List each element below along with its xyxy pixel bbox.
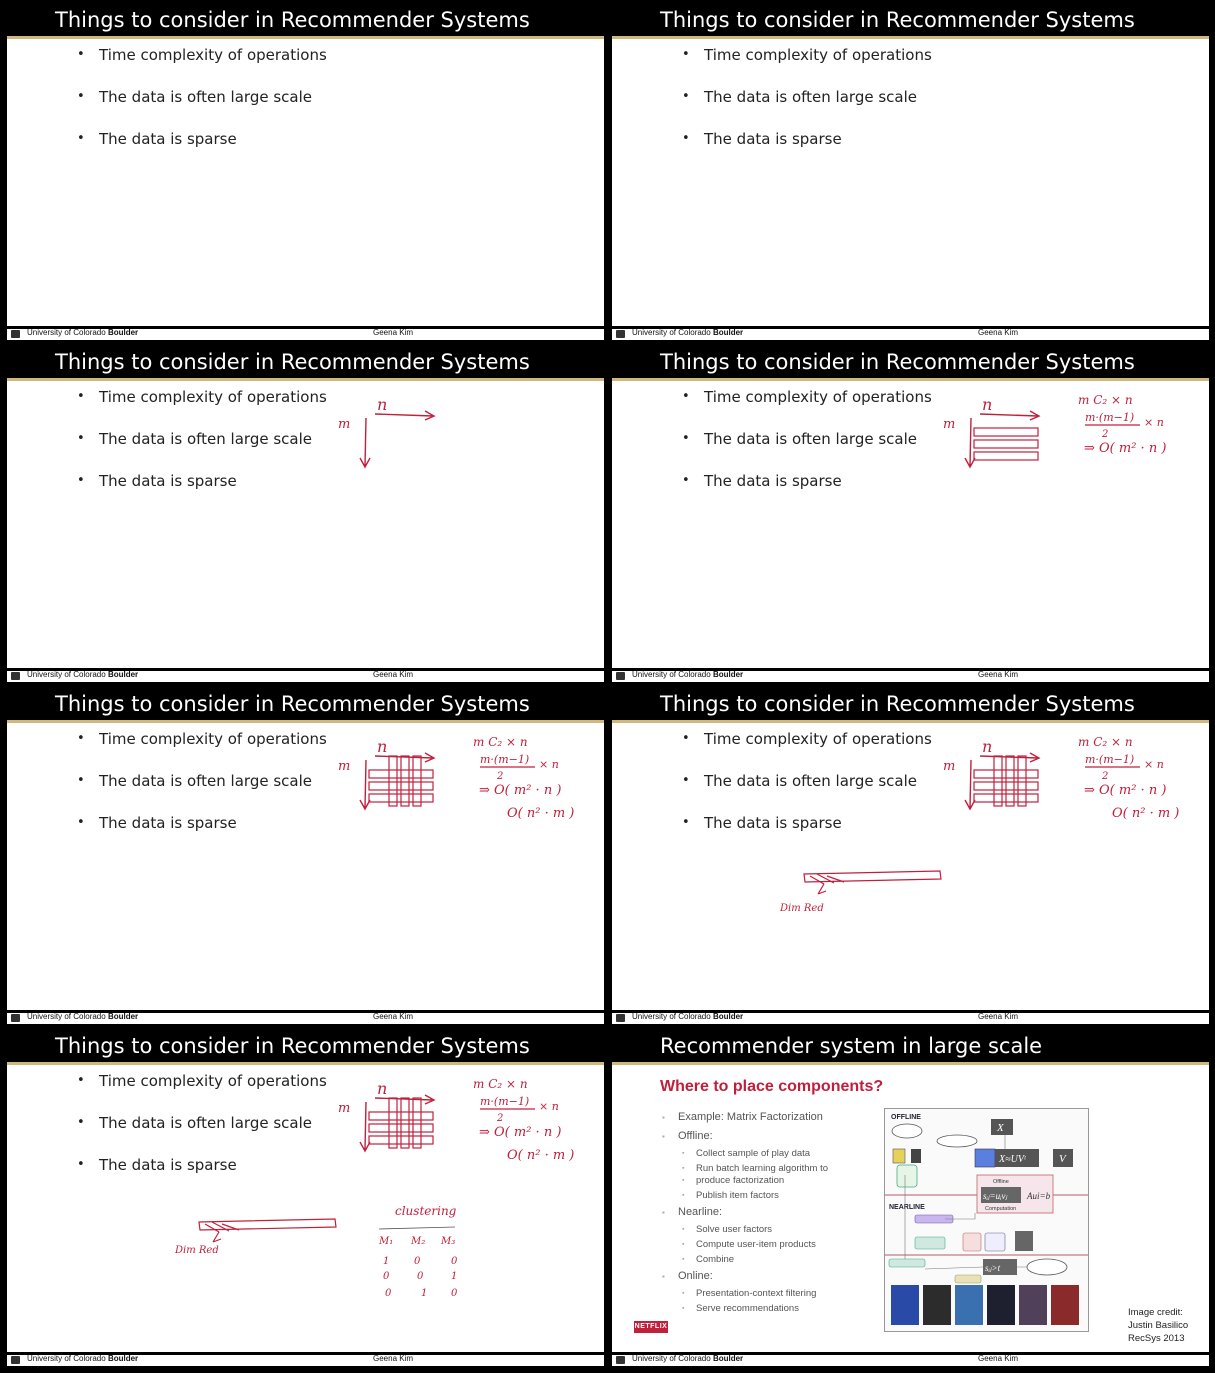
outline-subitem: ▪ Combine xyxy=(660,1252,828,1267)
title-bar xyxy=(612,6,1209,39)
ink-matrix-cell: 1 xyxy=(383,1256,390,1267)
ink-m-header: M₃ xyxy=(441,1236,456,1247)
ink-matrix-cell: 0 xyxy=(385,1288,392,1299)
bullet-item: • The data is often large scale xyxy=(682,430,932,472)
ink-grid xyxy=(369,756,433,806)
footer-author: Geena Kim xyxy=(373,1354,414,1363)
title-bar xyxy=(612,1032,1209,1065)
bullet-item: • Time complexity of operations xyxy=(682,388,932,430)
footer-author: Geena Kim xyxy=(373,670,414,679)
slide-title: Things to consider in Recommender Systems xyxy=(55,692,530,716)
ink-result-1: ⇒ O( m² · n ) xyxy=(1084,441,1167,456)
university-logo-icon xyxy=(616,1356,625,1364)
footer-university: University of Colorado Boulder xyxy=(27,1012,139,1021)
handwriting-layer xyxy=(7,690,604,1024)
image-credit-line: Image credit: xyxy=(1128,1307,1183,1318)
handwriting-layer xyxy=(612,690,1209,1024)
ink-n: n xyxy=(377,1079,388,1098)
ink-clustering: clustering xyxy=(395,1204,457,1218)
slide-footer xyxy=(7,1352,604,1366)
ink-complexity-4: × n xyxy=(539,758,559,771)
outline-subitem: ▪ Publish item factors xyxy=(660,1188,828,1203)
ink-matrix-cell: 0 xyxy=(451,1288,458,1299)
bullet-item: • The data is often large scale xyxy=(682,88,932,130)
ink-complexity-3: 2 xyxy=(1102,771,1109,782)
ink-result-2: O( n² · m ) xyxy=(507,1148,575,1163)
ink-complexity-2: m·(m−1) xyxy=(1085,753,1135,766)
ink-complexity-3: 2 xyxy=(497,771,504,782)
ink-matrix-cell: 1 xyxy=(421,1288,428,1299)
ink-complexity-2: m·(m−1) xyxy=(480,1095,530,1108)
outline-item: ▪ Offline: xyxy=(660,1127,828,1146)
bullet-item: • The data is sparse xyxy=(77,1156,327,1198)
handwriting-layer xyxy=(612,348,1209,682)
outline-subitem: ▪ Serve recommendations xyxy=(660,1301,828,1316)
footer-author: Geena Kim xyxy=(978,328,1019,337)
diagram-sij: sᵢⱼ=uᵢvⱼ xyxy=(983,1191,1008,1201)
bullet-item: • The data is often large scale xyxy=(77,88,327,130)
ink-m-header: M₁ xyxy=(379,1236,394,1247)
diagram-offline-label: OFFLINE xyxy=(891,1114,921,1121)
diagram-computation: Computation xyxy=(985,1206,1017,1212)
image-credit xyxy=(1128,1306,1188,1345)
ink-matrix xyxy=(378,1236,458,1299)
university-logo-icon xyxy=(616,672,625,680)
slide-8 xyxy=(612,1032,1209,1366)
handwriting-layer xyxy=(7,1032,604,1366)
ink-result-1: ⇒ O( m² · n ) xyxy=(1084,783,1167,798)
bullet-item: • The data is often large scale xyxy=(682,772,932,814)
footer-university: University of Colorado Boulder xyxy=(632,1012,744,1021)
slide-footer xyxy=(612,668,1209,682)
ink-complexity-3: 2 xyxy=(1102,429,1109,440)
handwriting-layer xyxy=(7,348,604,682)
footer-university: University of Colorado Boulder xyxy=(27,670,139,679)
slide-5 xyxy=(7,690,604,1024)
slide-1 xyxy=(7,6,604,340)
ink-matrix-cell: 1 xyxy=(451,1271,458,1282)
slide-6 xyxy=(612,690,1209,1024)
slide-footer xyxy=(612,1352,1209,1366)
footer-university: University of Colorado Boulder xyxy=(632,1354,744,1363)
slide-4 xyxy=(612,348,1209,682)
university-logo-icon xyxy=(11,1014,20,1022)
architecture-diagram-svg xyxy=(885,1109,1088,1331)
bullet-item: • The data is sparse xyxy=(77,472,327,514)
diagram-factor: X≈UVᵗ xyxy=(999,1154,1026,1165)
ink-m: m xyxy=(338,417,351,432)
ink-arrow-down xyxy=(360,418,370,467)
bullet-item: • Time complexity of operations xyxy=(682,46,932,88)
footer-university: University of Colorado Boulder xyxy=(632,670,744,679)
diagram-v: V xyxy=(1059,1153,1066,1165)
ink-matrix-cell: 0 xyxy=(451,1256,458,1267)
university-logo-icon xyxy=(11,330,20,338)
ink-result-1: ⇒ O( m² · n ) xyxy=(479,1125,562,1140)
slide-footer xyxy=(612,1010,1209,1024)
footer-university: University of Colorado Boulder xyxy=(632,328,744,337)
ink-long-bar xyxy=(804,871,941,894)
footer-author: Geena Kim xyxy=(373,1012,414,1021)
bullet-item: • The data is sparse xyxy=(682,472,932,514)
slide-2 xyxy=(612,6,1209,340)
slide-title: Things to consider in Recommender Systems xyxy=(55,1034,530,1058)
diagram-nearline-label: NEARLINE xyxy=(889,1204,925,1211)
outline-subitem-continued: ▪ produce factorization xyxy=(660,1173,828,1188)
footer-author: Geena Kim xyxy=(373,328,414,337)
ink-matrix-cell: 0 xyxy=(414,1256,421,1267)
image-credit-line: RecSys 2013 xyxy=(1128,1333,1185,1344)
bullet-item: • The data is often large scale xyxy=(77,1114,327,1156)
ink-grid xyxy=(369,1098,433,1148)
ink-m: m xyxy=(338,1101,351,1116)
outline-list xyxy=(660,1108,828,1316)
outline-subitem: ▪ Compute user-item products xyxy=(660,1237,828,1252)
outline-item: ▪ Nearline: xyxy=(660,1203,828,1222)
ink-complexity-3: 2 xyxy=(497,1113,504,1124)
bullet-item: • The data is often large scale xyxy=(77,430,327,472)
poster-row xyxy=(891,1285,1079,1325)
ink-result-1: ⇒ O( m² · n ) xyxy=(479,783,562,798)
ink-m: m xyxy=(943,759,956,774)
section-heading: Where to place components? xyxy=(660,1078,884,1095)
architecture-diagram xyxy=(884,1108,1089,1332)
ink-complexity-4: × n xyxy=(539,1100,559,1113)
ink-m-header: M₂ xyxy=(411,1236,426,1247)
university-logo-icon xyxy=(11,672,20,680)
ink-complexity-1: m C₂ × n xyxy=(1078,735,1133,749)
bullet-list xyxy=(682,46,932,172)
slide-7 xyxy=(7,1032,604,1366)
slide-3 xyxy=(7,348,604,682)
footer-author: Geena Kim xyxy=(978,1012,1019,1021)
ink-complexity-4: × n xyxy=(1144,758,1164,771)
ink-result-2: O( n² · m ) xyxy=(507,806,575,821)
ink-complexity-2: m·(m−1) xyxy=(1085,411,1135,424)
bullet-item: • The data is sparse xyxy=(77,814,327,856)
university-logo-icon xyxy=(616,330,625,338)
ink-complexity-4: × n xyxy=(1144,416,1164,429)
diagram-aui: Aui=b xyxy=(1027,1191,1051,1201)
outline-subitem: ▪ Run batch learning algorithm to xyxy=(660,1161,828,1176)
image-credit-line: Justin Basilico xyxy=(1128,1320,1189,1331)
slide-title: Things to consider in Recommender Systems xyxy=(660,350,1135,374)
bullet-item: • The data is sparse xyxy=(682,814,932,856)
diagram-offline-box: Offline xyxy=(993,1179,1009,1185)
ink-complexity-1: m C₂ × n xyxy=(473,735,528,749)
ink-dim-red: Dim Red xyxy=(780,903,824,914)
ink-row-bars xyxy=(974,428,1038,460)
outline-item: ▪ Online: xyxy=(660,1267,828,1286)
ink-result-2: O( n² · m ) xyxy=(1112,806,1180,821)
slide-title: Things to consider in Recommender Systems xyxy=(55,350,530,374)
bullet-item: • Time complexity of operations xyxy=(77,46,327,88)
slide-footer xyxy=(612,326,1209,340)
footer-university: University of Colorado Boulder xyxy=(27,1354,139,1363)
slide-title: Things to consider in Recommender Systems xyxy=(55,8,530,32)
outline-subitem: ▪ Presentation-context filtering xyxy=(660,1286,828,1301)
ink-matrix-cell: 0 xyxy=(417,1271,424,1282)
ink-n: n xyxy=(377,395,388,414)
slide-footer xyxy=(7,668,604,682)
slide-title: Things to consider in Recommender Systems xyxy=(660,692,1135,716)
bullet-item: • The data is sparse xyxy=(77,130,327,172)
slide-footer xyxy=(7,1010,604,1024)
ink-clustering-underline xyxy=(379,1227,455,1229)
ink-long-bar xyxy=(199,1219,336,1242)
ink-dim-red: Dim Red xyxy=(175,1245,219,1256)
ink-complexity-2: m·(m−1) xyxy=(480,753,530,766)
bullet-item: • The data is sparse xyxy=(682,130,932,172)
bullet-item: • The data is often large scale xyxy=(77,772,327,814)
slide-footer xyxy=(7,326,604,340)
bullet-item: • Time complexity of operations xyxy=(77,388,327,430)
ink-n: n xyxy=(982,737,993,756)
outline-subitem: ▪ Solve user factors xyxy=(660,1222,828,1237)
ink-n: n xyxy=(377,737,388,756)
ink-complexity-1: m C₂ × n xyxy=(473,1077,528,1091)
netflix-logo: NETFLIX xyxy=(634,1321,668,1333)
outline-item: ▪ Example: Matrix Factorization xyxy=(660,1108,828,1127)
title-bar xyxy=(7,6,604,39)
ink-m: m xyxy=(338,759,351,774)
diagram-sij-t: sᵢⱼ>t xyxy=(985,1263,1001,1273)
ink-matrix-cell: 0 xyxy=(383,1271,390,1282)
university-logo-icon xyxy=(11,1356,20,1364)
footer-author: Geena Kim xyxy=(978,1354,1019,1363)
ink-complexity-1: m C₂ × n xyxy=(1078,393,1133,407)
diagram-x: X xyxy=(997,1122,1004,1134)
slide-title: Recommender system in large scale xyxy=(660,1034,1043,1058)
bullet-item: • Time complexity of operations xyxy=(682,730,932,772)
bullet-item: • Time complexity of operations xyxy=(77,730,327,772)
slide-title: Things to consider in Recommender Systems xyxy=(660,8,1135,32)
bullet-list xyxy=(77,46,327,172)
outline-subitem: ▪ Collect sample of play data xyxy=(660,1146,828,1161)
bullet-item: • Time complexity of operations xyxy=(77,1072,327,1114)
university-logo-icon xyxy=(616,1014,625,1022)
footer-university: University of Colorado Boulder xyxy=(27,328,139,337)
ink-m: m xyxy=(943,417,956,432)
ink-n: n xyxy=(982,395,993,414)
ink-grid xyxy=(974,756,1038,806)
footer-author: Geena Kim xyxy=(978,670,1019,679)
